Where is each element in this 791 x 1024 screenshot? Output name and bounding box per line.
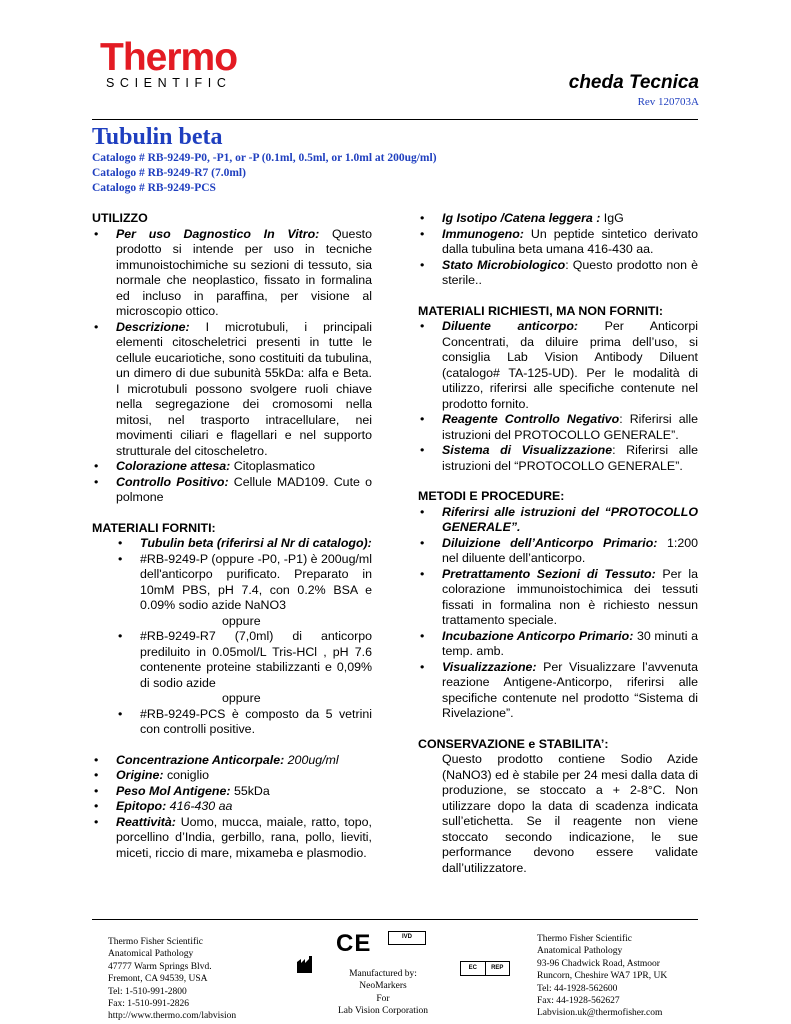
section-heading: CONSERVAZIONE e STABILITA’: — [418, 736, 609, 751]
oppure-text: oppure — [222, 691, 261, 705]
metodi-list — [418, 505, 698, 722]
forniti-list — [92, 536, 372, 614]
list-item: • Sistema di Visualizzazione: Riferirsi alle istruzioni del “PROTOCOLLO GENERALE”. — [418, 443, 698, 474]
list-item: • Origine: coniglio — [92, 768, 372, 784]
list-item: • Visualizzazione: Per Visualizzare l’avvenuta reazione Antigene-Anticorpo, riferirsi alle specifiche contenute nel prodotto “Sistema di Rivelazione”. — [418, 660, 698, 722]
ec-rep-icon: EC REP — [460, 961, 510, 976]
footer-address-uk: Thermo Fisher Scientific Anatomical Pathology 93-96 Chadwick Road, Astmoor Runcorn, Cheshire WA7 1PR, UK Tel: 44-1928-562600 Fax: 44-1928-562627 Labvision.uk@thermofisher.com — [537, 934, 668, 1019]
list-item: • Tubulin beta (riferirsi al Nr di catalogo): — [116, 536, 372, 552]
ivd-icon: IVD — [388, 931, 426, 945]
utilizzo-list — [92, 227, 372, 506]
section-heading: MATERIALI RICHIESTI, MA NON FORNITI: — [418, 303, 664, 318]
product-title: Tubulin beta — [92, 124, 223, 150]
header-divider — [92, 119, 698, 120]
list-item: • Ig Isotipo /Catena leggera : IgG — [418, 211, 698, 227]
ce-mark-icon: CE — [336, 930, 372, 957]
left-column — [92, 211, 372, 861]
list-item: • Reattività: Uomo, mucca, maiale, ratto, topo, porcellino d’India, gerbillo, rana, pollo, lieviti, miceti, riccio di mare, mixameba e plasmodio. — [92, 815, 372, 862]
list-item: • Per uso Dagnostico In Vitro: Questo prodotto si intende per uso in tecniche immunoistochimiche su sezioni di tessuto, sia normale che neoplastico, fissato in formalina ed incluso in paraffina, per visione al microscopio ottico. — [92, 227, 372, 320]
footer-divider — [92, 919, 698, 920]
list-item: • Immunogeno: Un peptide sintetico derivato dalla tubulina beta umana 416-430 aa. — [418, 227, 698, 258]
list-item: • #RB-9249-R7 (7,0ml) di anticorpo prediluito in 0.05mol/L Tris-HCl , pH 7.6 contenente proteine stabilizzanti e 0,09% di sodio azide — [116, 629, 372, 691]
properties-list — [92, 753, 372, 862]
revision: Rev 120703A — [637, 96, 699, 108]
list-item: • Incubazione Anticorpo Primario: 30 minuti a temp. amb. — [418, 629, 698, 660]
catalog-line: Catalogo # RB-9249-PCS — [92, 182, 216, 194]
section-heading: MATERIALI FORNITI: — [92, 520, 216, 535]
section-heading: METODI E PROCEDURE: — [418, 489, 565, 503]
brand-logo-subtitle: SCIENTIFIC — [106, 76, 232, 90]
manufacturer-icon — [296, 954, 314, 974]
richiesti-list — [418, 319, 698, 474]
list-item: • Epitopo: 416-430 aa — [92, 799, 372, 815]
properties-list — [418, 211, 698, 289]
list-item: • Descrizione: I microtubuli, i principali elementi citoscheletrici presenti in tutte le cellule eucariotiche, sono costituiti da tubulina, un dimero di due subunità 55kDa: alfa e Beta. I microtubuli possono svolgere ruoli chiave nella segregazione dei cromosomi nella mitosi, nel trasporto intracellulare, nei movimenti ciliari e flagellari e nel supporto strutturale del citoscheletro. — [92, 320, 372, 460]
list-item: • Peso Mol Antigene: 55kDa — [92, 784, 372, 800]
list-item: • Controllo Positivo: Cellule MAD109. Cute o polmone — [92, 475, 372, 506]
catalog-line: Catalogo # RB-9249-P0, -P1, or -P (0.1ml, 0.5ml, or 1.0ml at 200ug/ml) — [92, 152, 437, 164]
footer-address-us: Thermo Fisher Scientific Anatomical Pathology 47777 Warm Springs Blvd. Fremont, CA 94539, USA Tel: 1-510-991-2800 Fax: 1-510-991-2826 http://www.thermo.com/labvision — [108, 937, 237, 1022]
list-item: • Diluente anticorpo: Per Anticorpi Concentrati, da diluire prima dell’uso, si consiglia Lab Vision Antibody Diluent (catalogo# TA-125-UD). Per le modalità di utilizzo, riferirsi alle specifiche contenute nel prodotto fornito. — [418, 319, 698, 412]
right-column — [418, 211, 698, 876]
list-item: • #RB-9249-PCS è composto da 5 vetrini con controlli positive. — [116, 707, 372, 738]
list-item: • Diluizione dell’Anticorpo Primario: 1:200 nel diluente dell’anticorpo. — [418, 536, 698, 567]
catalog-line: Catalogo # RB-9249-R7 (7.0ml) — [92, 167, 246, 179]
list-item: • #RB-9249-P (oppure -P0, -P1) è 200ug/ml dell'anticorpo purificato. Preparato in 10mM PBS, pH 7.4, con 0.2% BSA e 0.09% sodio azide NaNO3 — [116, 552, 372, 614]
list-item: • Riferirsi alle istruzioni del “PROTOCOLLO GENERALE”. — [418, 505, 698, 536]
list-item: • Concentrazione Anticorpale: 200ug/ml — [92, 753, 372, 769]
list-item: • Pretrattamento Sezioni di Tessuto: Per la colorazione immunoistochimica dei tessuti fissati in formalina non è richiesto nessun trattamento speciale. — [418, 567, 698, 629]
list-item: • Reagente Controllo Negativo: Riferirsi alle istruzioni del PROTOCOLLO GENERALE”. — [418, 412, 698, 443]
list-item: • Colorazione attesa: Citoplasmatico — [92, 459, 372, 475]
document-type: cheda Tecnica — [568, 72, 699, 93]
section-heading: UTILIZZO — [92, 211, 148, 225]
manufacturer-info: Manufactured by: NeoMarkers For Lab Vision Corporation — [337, 969, 429, 1017]
brand-logo: Thermo — [100, 36, 238, 79]
conservazione-text: Questo prodotto contiene Sodio Azide (NaNO3) ed è stabile per 24 mesi dalla data di produzione, se stoccato a + 2-8°C. Non utilizzare dopo la data di scadenza indicata sull’etichetta. Se il reagente non viene stoccato secondo indicazione, le sue performance devono essere validate dall’utilizzatore. — [442, 752, 698, 875]
oppure-text: oppure — [222, 613, 261, 628]
list-item: • Stato Microbiologico: Questo prodotto non è sterile.. — [418, 258, 698, 289]
